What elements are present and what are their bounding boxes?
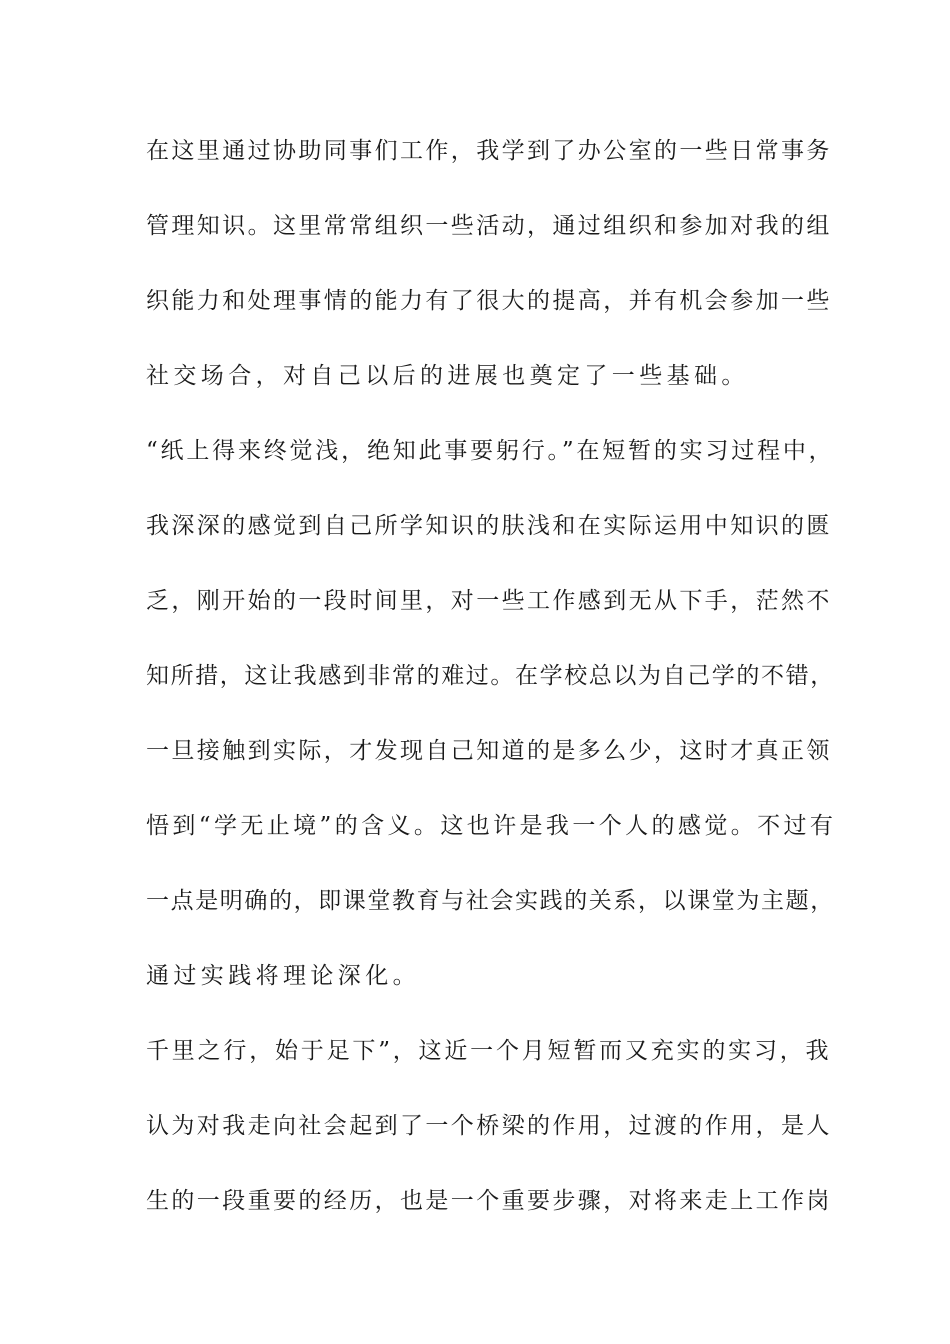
text-line: 一点是明确的，即课堂教育与社会实践的关系，以课堂为主题， — [146, 888, 835, 914]
text-line: “纸上得来终觉浅，绝知此事要躬行。”在短暂的实习过程中， — [146, 438, 835, 464]
text-line: 在这里通过协助同事们工作，我学到了办公室的一些日常事务 — [146, 138, 832, 164]
text-line: 千里之行，始于足下”，这近一个月短暂而又充实的实习，我 — [146, 1038, 832, 1064]
text-line: 乏，刚开始的一段时间里，对一些工作感到无从下手，茫然不 — [146, 588, 832, 614]
text-line: 管理知识。这里常常组织一些活动，通过组织和参加对我的组 — [146, 213, 832, 239]
text-line: 生的一段重要的经历，也是一个重要步骤，对将来走上工作岗 — [146, 1188, 832, 1214]
text-line: 社交场合，对自己以后的进展也奠定了一些基础。 — [146, 363, 749, 389]
text-line: 通过实践将理论深化。 — [146, 963, 420, 989]
text-line: 织能力和处理事情的能力有了很大的提高，并有机会参加一些 — [146, 288, 832, 314]
text-line: 认为对我走向社会起到了一个桥梁的作用，过渡的作用，是人 — [146, 1113, 832, 1139]
text-line: 悟到“学无止境”的含义。这也许是我一个人的感觉。不过有 — [146, 813, 837, 839]
text-line: 一旦接触到实际，才发现自己知道的是多么少，这时才真正领 — [146, 738, 832, 764]
text-line: 我深深的感觉到自己所学知识的肤浅和在实际运用中知识的匮 — [146, 513, 832, 539]
text-line: 知所措，这让我感到非常的难过。在学校总以为自己学的不错， — [146, 663, 835, 689]
